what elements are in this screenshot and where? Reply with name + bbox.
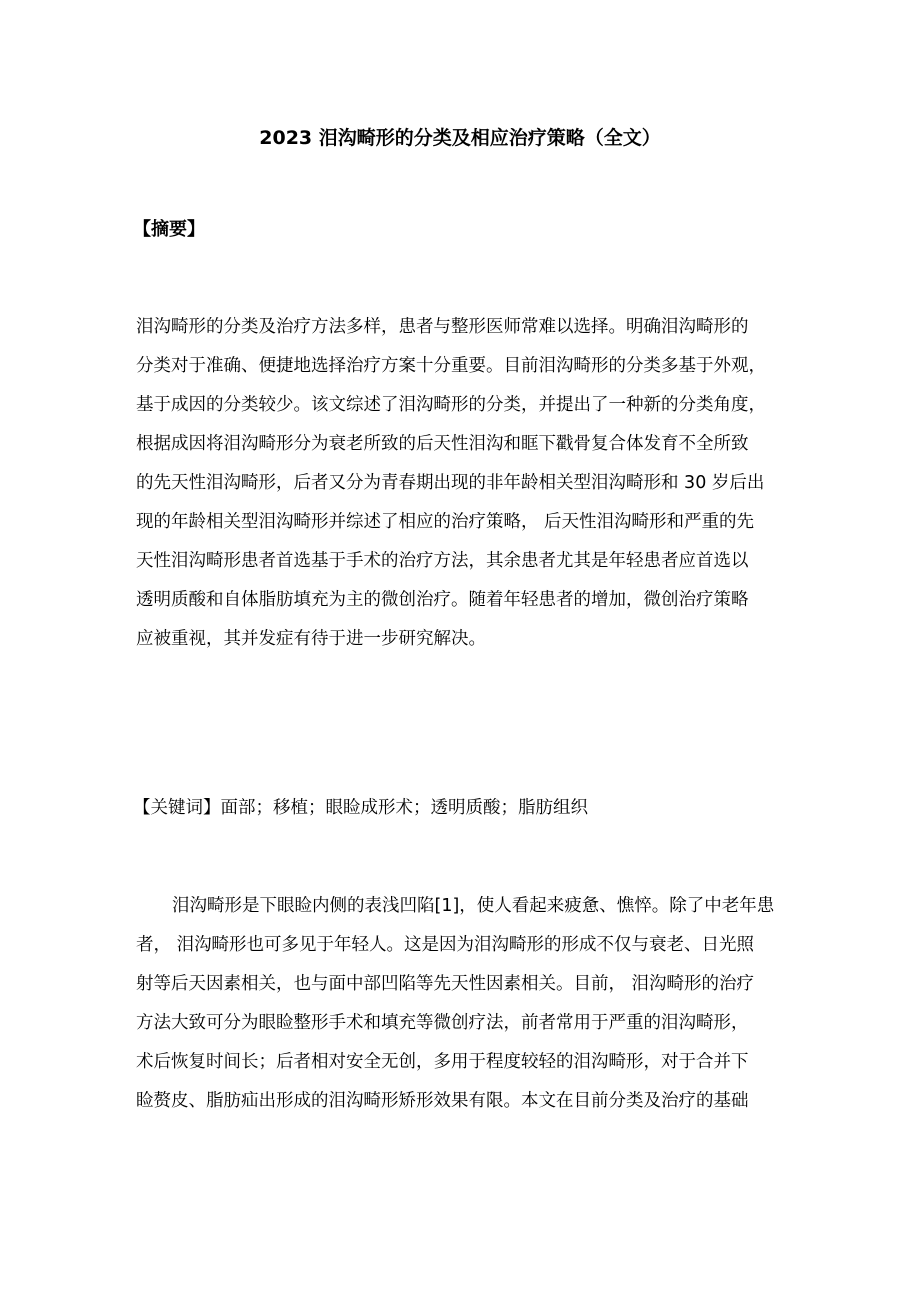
document-title: 2023 泪沟畸形的分类及相应治疗策略（全文） (259, 127, 661, 149)
abstract-line: 天性泪沟畸形患者首选基于手术的治疗方法，其余患者尤其是年轻患者应首选以 (136, 551, 749, 571)
abstract-line: 根据成因将泪沟畸形分为衰老所致的后天性泪沟和眶下戳骨复合体发育不全所致 (136, 434, 749, 454)
abstract-line: 的先天性泪沟畸形，后者又分为青春期出现的非年龄相关型泪沟畸形和 30 岁后出 (136, 473, 765, 493)
keywords-line: 【关键词】面部；移植；眼睑成形术；透明质酸；脂肪组织 (133, 798, 588, 818)
intro-line: 泪沟畸形是下眼睑内侧的表浅凹陷[1]，使人看起来疲惫、憔悴。除了中老年患 (172, 896, 775, 916)
intro-line: 射等后天因素相关，也与面中部凹陷等先天性因素相关。目前， 泪沟畸形的治疗 (136, 974, 755, 994)
abstract-line: 泪沟畸形的分类及治疗方法多样，患者与整形医师常难以选择。明确泪沟畸形的 (136, 317, 749, 337)
intro-paragraph (136, 887, 796, 1121)
abstract-line: 现的年龄相关型泪沟畸形并综述了相应的治疗策略， 后天性泪沟畸形和严重的先 (136, 512, 755, 532)
intro-line: 方法大致可分为眼睑整形手术和填充等微创疗法，前者常用于严重的泪沟畸形， (136, 1013, 749, 1033)
abstract-line: 应被重视，其并发症有待于进一步研究解决。 (136, 629, 486, 649)
intro-line: 睑赘皮、脂肪疝出形成的泪沟畸形矫形效果有限。本文在目前分类及治疗的基础 (136, 1091, 749, 1111)
abstract-heading: 【摘要】 (133, 219, 205, 240)
abstract-paragraph (136, 308, 796, 659)
abstract-line: 透明质酸和自体脂肪填充为主的微创治疗。随着年轻患者的增加，微创治疗策略 (136, 590, 749, 610)
abstract-line: 基于成因的分类较少。该文综述了泪沟畸形的分类，并提出了一种新的分类角度， (136, 395, 766, 415)
intro-line: 者， 泪沟畸形也可多见于年轻人。这是因为泪沟畸形的形成不仅与衰老、日光照 (136, 935, 755, 955)
intro-line: 术后恢复时间长；后者相对安全无创，多用于程度较轻的泪沟畸形，对于合并下 (136, 1052, 749, 1072)
abstract-line: 分类对于准确、便捷地选择治疗方案十分重要。目前泪沟畸形的分类多基于外观， (136, 356, 766, 376)
